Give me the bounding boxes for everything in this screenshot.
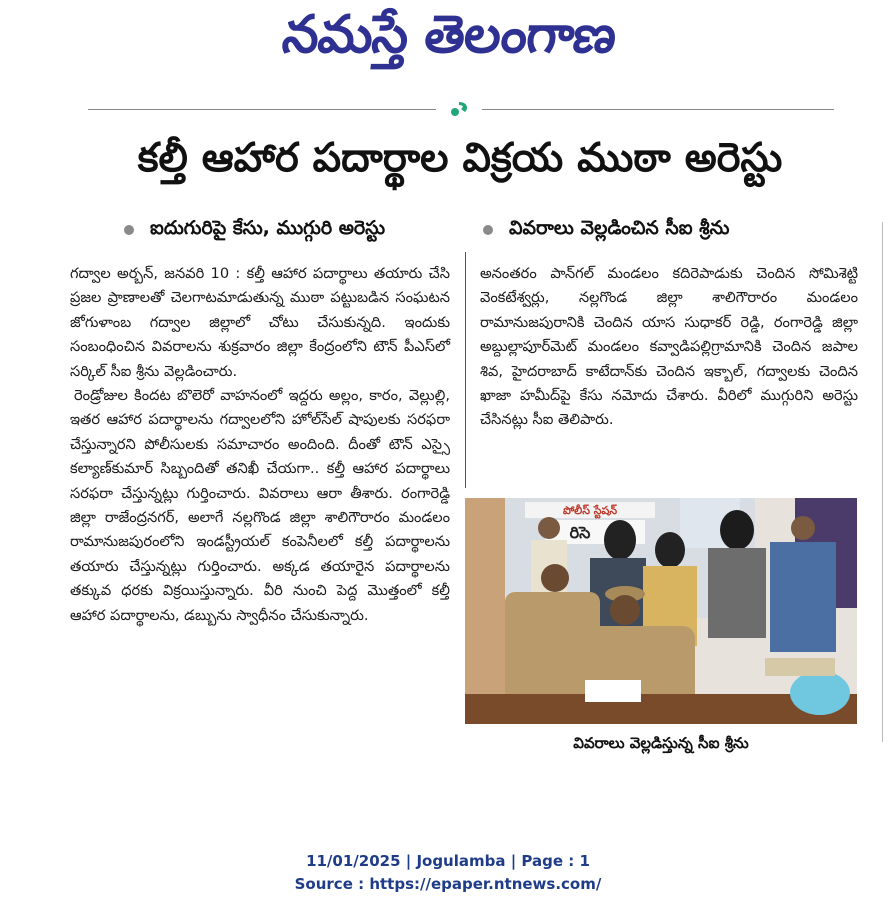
bullet-icon [483,225,493,235]
paragraph: రెండ్రోజుల కిందట బొలెరో వాహనంలో ఇద్దరు అల్లం, కారం, వెల్లుల్లి, ఇతర ఆహార పదార్థాలను గద్వాలలోని హోల్‌సేల్ షాపులకు సరఫరా చేస్తున్నారని పోలీసులకు సమాచారం అందింది. దీంతో టౌన్ ఎస్సై కల్యాణ్‌కుమార్ సిబ్బందితో తనిఖీ చేయగా.. కల్తీ ఆహార పదార్థాలు సరఫరా చేస్తున్నట్లు గుర్తించారు. వివరాలు ఆరా తీశారు. రంగారెడ్డి జిల్లా రాజేంద్రనగర్, అలాగే నల్లగొండ జిల్లా శాలిగౌరారం మండలం రామానుజపురంలోని ఇండస్ట్రీయల్ కంపెనీలలో కల్తీ పదార్థాలను తయారు చేస్తున్నట్లు గుర్తించారు. అక్కడ తయారైన పదార్థాలను తక్కువ ధరకు విక్రయిస్తున్నారు. వీరి నుంచి పెద్ద మొత్తంలో కల్తీ ఆహార పదార్థాలను, డబ్బును స్వాధీనం చేసుకున్నారు. [70,387,450,624]
header-rule-left [88,109,436,110]
source-link[interactable]: Source : https://epaper.ntnews.com/ [294,875,602,893]
article-column-left [70,262,450,628]
column-divider [465,252,466,488]
news-photo [465,498,857,724]
masthead [0,2,896,80]
station-sign-2: రిసె [569,523,591,542]
bullet-icon [124,225,134,235]
page-edge-line [882,222,883,742]
paragraph: అనంతరం పాన్‌గల్ మండలం కదిరెపాడుకు చెందిన సోమిశెట్టి వెంకటేశ్వర్లు, నల్లగొండ జిల్లా శాలిగౌరారం మండలం రామానుజపురానికి చెందిన యాస సుధాకర్ రెడ్డి, రంగారెడ్డి జిల్లా అబ్దుల్లాపూర్‌మెట్ మండలం కవ్వాడిపల్లిగ్రామానికి చెందిన జపాల శివ, హైదరాబాద్ కాటేదాన్‌కు చెందిన ఇక్బాల్, గద్వాలకు చెందిన ఖాజా హమీద్‌పై కేసు నమోదు చేశారు. వీరిలో ముగ్గురిని అరెస్టు చేసినట్లు సీఐ తెలిపారు. [480,265,858,429]
police-press-meet-image [465,498,857,724]
photo-caption: వివరాలు వెల్లడిస్తున్న సీఐ శ్రీను [573,734,749,752]
subhead-left-text: ఐదుగురిపై కేసు, ముగ్గురి అరెస్టు [150,216,386,239]
article-headline: కల్తీ ఆహార పదార్థాల విక్రయ ముఠా అరెస్టు [137,135,783,181]
subhead-right [483,216,730,244]
article-column-right [480,262,858,433]
station-sign: పోలీస్ స్టేషన్ [562,504,618,517]
subhead-right-text: వివరాలు వెల్లడించిన సీఐ శ్రీను [509,216,730,239]
paragraph: గద్వాల అర్బన్, జనవరి 10 : కల్తీ ఆహార పదార్థాలు తయారు చేసి ప్రజల ప్రాణాలతో చెలగాటమాడుతున్న ముఠా పట్టుబడిన సంఘటన జోగుళాంబ గద్వాల జిల్లాలో చోటు చేసుకున్నది. ఇందుకు సంబంధించిన వివరాలను శుక్రవారం జిల్లా కేంద్రంలోని టౌన్ పీఎస్‌లో సర్కిల్ సీఐ శ్రీను వెల్లడించారు. [70,265,450,380]
subhead-left [124,216,385,244]
header-rule-right [482,109,834,110]
newspaper-logo: నమస్తే తెలంగాణ [279,4,619,65]
edition-info: 11/01/2025 | Jogulamba | Page : 1 [306,852,590,870]
newspaper-mark-icon [449,100,471,118]
